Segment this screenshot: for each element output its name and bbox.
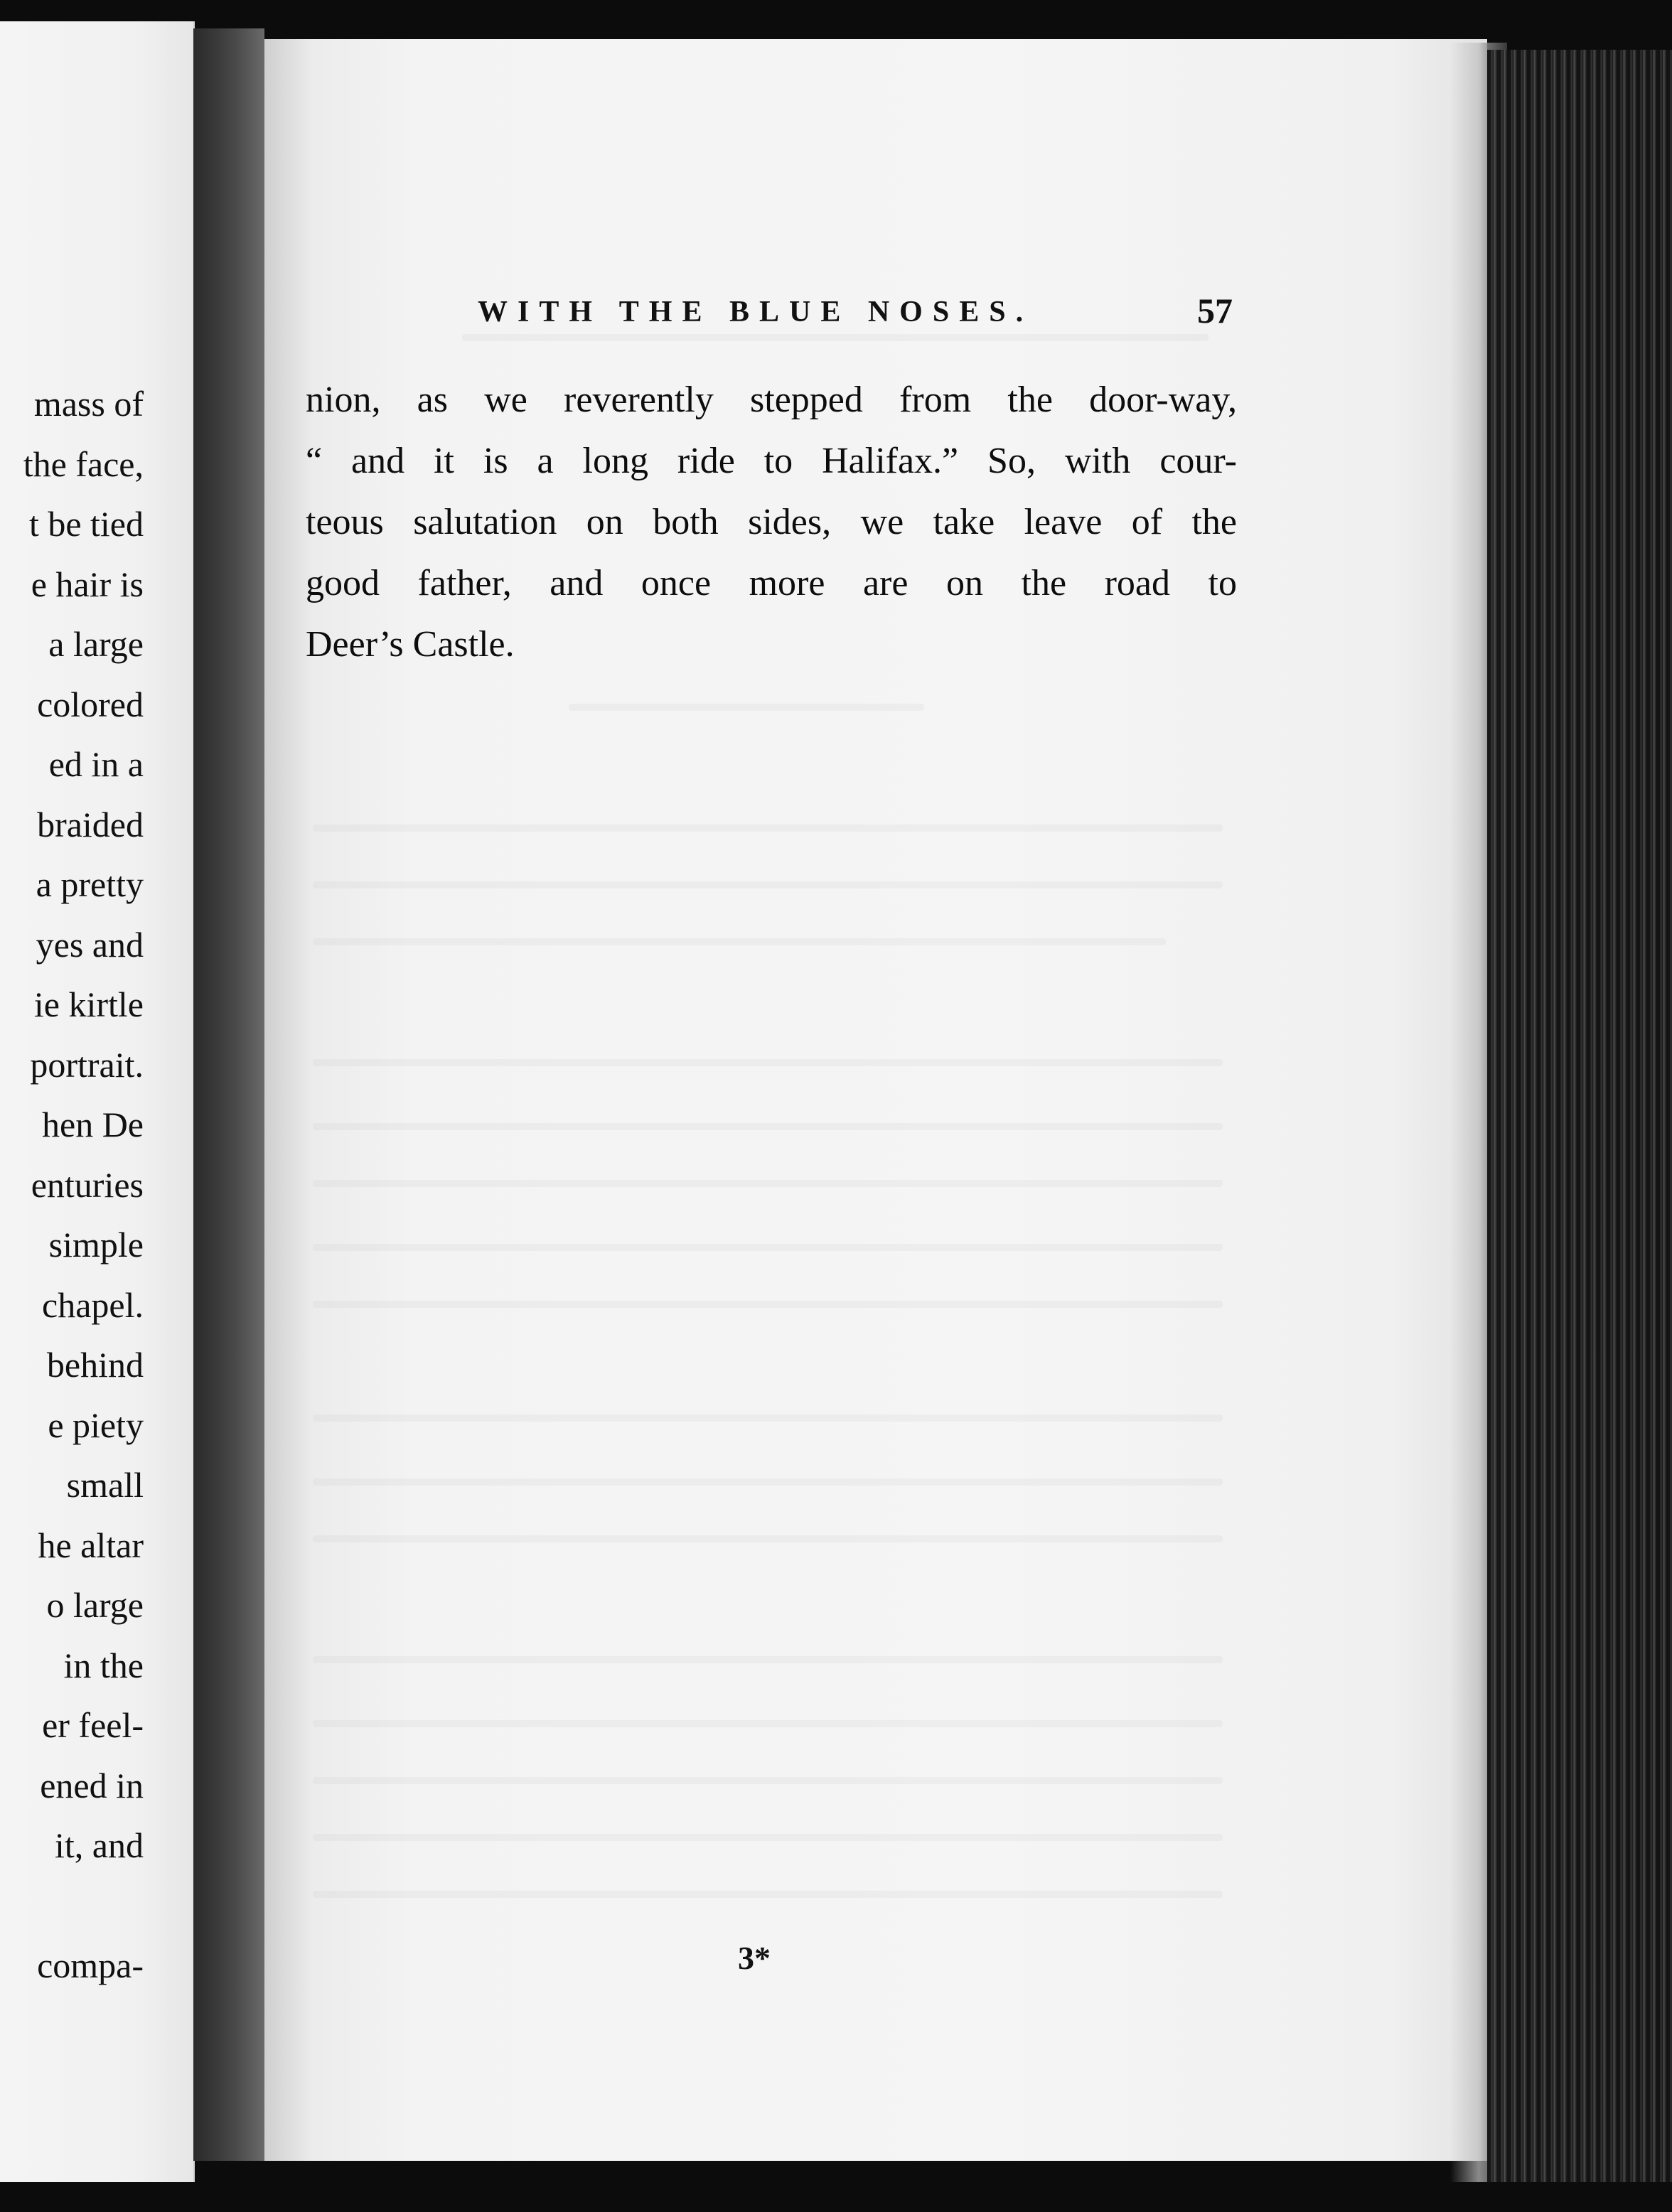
left-line: yes and: [36, 924, 144, 965]
left-line: behind: [46, 1345, 144, 1385]
left-line: ed in a: [48, 744, 144, 784]
left-line: e piety: [48, 1405, 144, 1445]
left-line: portrait.: [30, 1044, 144, 1085]
body-line: teous salutation on both sides, we take leave of the: [306, 502, 1237, 542]
left-line: the face,: [23, 444, 144, 484]
book-gutter: [193, 28, 264, 2161]
left-line: o large: [46, 1585, 144, 1625]
left-line: ie kirtle: [33, 984, 144, 1024]
left-line: in the: [63, 1645, 144, 1685]
left-line: small: [66, 1465, 144, 1505]
body-line: Deer’s Castle.: [306, 624, 515, 665]
running-head: WITH THE BLUE NOSES.: [478, 296, 1034, 328]
left-line: er feel-: [42, 1705, 144, 1745]
left-line: compa-: [37, 1945, 144, 1985]
body-line: good father, and once more are on the road to: [306, 563, 1237, 603]
left-line: a pretty: [36, 864, 144, 904]
signature-mark: 3*: [738, 1940, 771, 1976]
body-line: nion, as we reverently stepped from the door-way,: [306, 380, 1237, 420]
body-line: “ and it is a long ride to Halifax.” So, with cour-: [306, 441, 1237, 481]
left-line: e hair is: [31, 564, 144, 604]
left-page: [0, 21, 195, 2182]
left-line: enturies: [31, 1164, 144, 1205]
page-number: 57: [1197, 291, 1233, 331]
left-line: it, and: [55, 1825, 144, 1865]
left-line: hen De: [42, 1105, 144, 1144]
left-page-text: [23, 374, 144, 1995]
left-line: chapel.: [42, 1284, 144, 1325]
left-line: braided: [37, 804, 144, 844]
left-line: colored: [37, 684, 144, 724]
left-line: a large: [48, 624, 144, 664]
left-line: mass of: [33, 384, 144, 424]
left-line: t be tied: [28, 504, 144, 544]
left-line: he altar: [38, 1525, 144, 1565]
main-page: [264, 39, 1487, 2161]
body-paragraph: [306, 370, 1237, 675]
left-line: simple: [48, 1225, 144, 1265]
page-block-edges: [1487, 50, 1672, 2182]
left-line: ened in: [40, 1765, 144, 1805]
